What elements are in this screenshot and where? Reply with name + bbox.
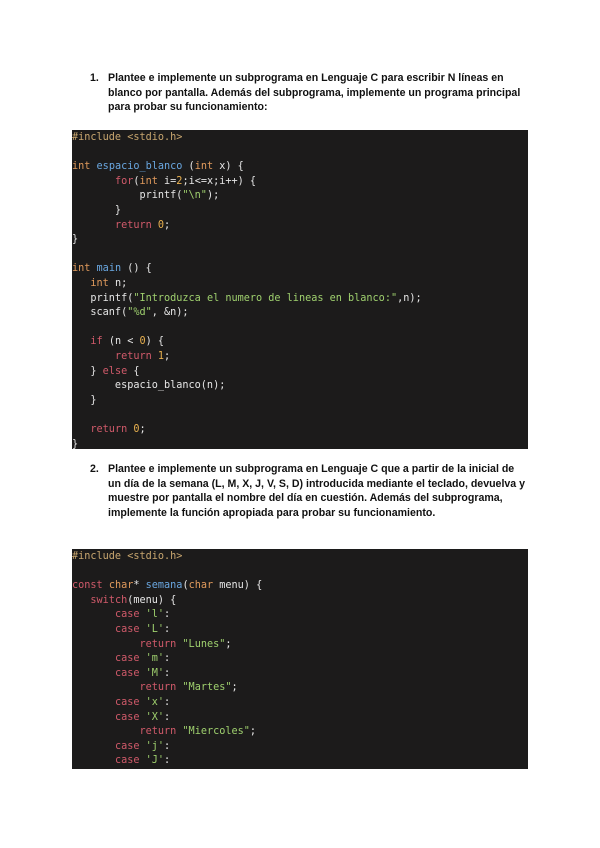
code-token: switch — [90, 594, 128, 606]
code-line — [72, 204, 121, 219]
code-token: : — [164, 653, 171, 665]
question-2-text: Plantee e implemente un subprograma en Lenguaje C que a partir de la inicial de un día de la semana (L, M, X, J, V, S, D) introducida mediante el teclado, devuelva y muestre por pantalla el nombre del día en cuestión. Además del subprograma, implemente la función apropiada para probar su funcionamiento. — [108, 463, 526, 519]
code-token: : — [164, 755, 171, 767]
code-token: case — [114, 609, 140, 621]
code-token: if — [90, 336, 103, 348]
code-token: case — [114, 624, 140, 635]
code-token: * — [133, 580, 146, 592]
code-token — [72, 609, 115, 620]
code-token — [72, 624, 115, 635]
code-token: } — [72, 438, 79, 450]
code-token: int — [194, 161, 214, 173]
code-token — [72, 755, 115, 766]
code-token: 0 — [157, 219, 165, 231]
code-line — [72, 638, 232, 653]
code-line — [72, 189, 219, 204]
code-token: char — [188, 580, 214, 592]
code-token: return — [90, 424, 128, 435]
code-token: : — [164, 711, 171, 723]
code-token: char — [108, 580, 134, 592]
code-line — [72, 394, 97, 409]
code-token — [72, 424, 90, 435]
code-token: case — [114, 653, 140, 665]
code-token: "Lunes" — [182, 638, 226, 650]
code-token: espacio_blanco — [96, 161, 183, 173]
code-token: main — [96, 263, 122, 275]
code-token — [72, 220, 115, 231]
code-token: else — [102, 365, 128, 377]
code-token: 'm' — [145, 653, 165, 665]
code-token: "Introduzca el numero de lineas en blanco:" — [133, 292, 398, 304]
code-token: ; — [164, 219, 171, 231]
question-2-number: 2. — [90, 463, 99, 475]
code-token: ; — [164, 351, 171, 362]
code-token: case — [114, 755, 140, 767]
code-token: espacio_blanco(n); — [72, 380, 226, 392]
code-token: return — [114, 351, 152, 362]
code-token: return — [139, 682, 177, 694]
code-token: } — [72, 394, 97, 406]
code-token: ); — [206, 190, 220, 202]
code-token: "Miercoles" — [182, 726, 250, 738]
code-token: : — [164, 624, 171, 635]
code-line — [72, 652, 170, 667]
code-token: , &n); — [151, 307, 189, 319]
code-line — [72, 423, 146, 438]
question-1-number: 1. — [90, 72, 99, 84]
code-line — [72, 623, 170, 638]
code-token: ; — [225, 638, 232, 650]
code-line — [72, 681, 238, 696]
code-line — [72, 262, 152, 277]
code-token: #include <stdio.h> — [72, 132, 183, 143]
code-token: "\n" — [182, 190, 207, 202]
code-token: 'J' — [145, 755, 165, 767]
code-token — [72, 336, 90, 347]
code-token: case — [114, 667, 140, 679]
code-token: : — [164, 697, 171, 708]
code-token: ; — [139, 424, 146, 435]
code-token: ) { — [145, 336, 165, 348]
code-line — [72, 277, 127, 292]
code-token: case — [114, 711, 140, 723]
code-token: case — [114, 740, 140, 752]
question-1-text: Plantee e implemente un subprograma en Lenguaje C para escribir N líneas en blanco por pantalla. Además del subprograma, implemente un programa principal para probar su funcionamiento: — [108, 72, 521, 113]
code-token: ( — [182, 161, 195, 173]
code-block-1 — [72, 130, 528, 449]
code-token: 2 — [176, 175, 183, 187]
code-token: } — [72, 365, 103, 377]
code-line — [72, 725, 256, 740]
code-line — [72, 696, 170, 711]
code-token: 'M' — [145, 667, 165, 679]
code-token: 'L' — [145, 624, 165, 635]
code-token: ; — [231, 682, 238, 694]
code-token: menu) { — [213, 580, 263, 592]
code-token: 0 — [139, 336, 146, 348]
code-line — [72, 365, 140, 380]
code-line — [72, 594, 176, 609]
code-token: case — [114, 697, 140, 708]
code-token: const — [72, 580, 103, 592]
code-line — [72, 667, 170, 682]
code-line — [72, 550, 182, 565]
code-token: semana — [145, 580, 183, 592]
code-line — [72, 711, 170, 726]
code-token — [72, 278, 90, 289]
code-line — [72, 350, 170, 365]
code-token: int — [72, 161, 91, 173]
code-line — [72, 754, 170, 769]
code-token: ;i<=x;i++) { — [182, 175, 257, 187]
code-token: } — [72, 205, 122, 216]
code-token: x) { — [213, 161, 244, 173]
code-line — [72, 438, 78, 453]
code-token: n; — [108, 278, 128, 289]
code-token: ( — [133, 175, 140, 187]
code-token: 'l' — [145, 609, 165, 621]
code-token: (n < — [102, 336, 140, 348]
code-token: 0 — [133, 424, 140, 435]
code-token: 'x' — [145, 697, 165, 708]
code-token: ; — [249, 726, 257, 738]
code-token: return — [139, 638, 177, 650]
code-line — [72, 579, 262, 594]
code-token — [72, 682, 139, 693]
code-token — [72, 351, 115, 362]
code-line — [72, 131, 182, 146]
code-token: i= — [157, 175, 177, 187]
code-line — [72, 335, 164, 350]
code-token — [72, 741, 115, 752]
code-token: 1 — [157, 351, 165, 362]
code-token: int — [72, 263, 91, 275]
code-token: return — [114, 219, 152, 231]
code-token — [72, 595, 90, 606]
code-token — [72, 176, 115, 187]
code-line — [72, 160, 244, 175]
code-line — [72, 292, 422, 307]
code-token: int — [90, 278, 109, 289]
code-token — [72, 697, 115, 708]
code-line — [72, 219, 170, 234]
code-token: : — [164, 740, 171, 752]
code-token — [72, 726, 139, 737]
code-line — [72, 379, 225, 394]
code-token: int — [139, 175, 158, 187]
code-token: "Martes" — [182, 682, 232, 694]
code-line — [72, 608, 170, 623]
code-token — [72, 712, 115, 723]
code-token: printf( — [72, 292, 134, 304]
code-line — [72, 233, 78, 248]
code-token: () { — [121, 263, 152, 275]
code-token: 'X' — [145, 711, 165, 723]
code-token: scanf( — [72, 307, 128, 319]
code-token: (menu) { — [127, 594, 177, 606]
code-token: return — [139, 726, 177, 738]
code-token: ,n); — [397, 292, 422, 304]
code-token: } — [72, 234, 79, 246]
code-token: { — [127, 365, 140, 377]
code-token: ( — [182, 580, 189, 592]
code-token: 'j' — [145, 740, 165, 752]
code-token: : — [164, 609, 171, 621]
code-token — [72, 639, 139, 650]
code-line — [72, 175, 256, 190]
code-token: #include <stdio.h> — [72, 551, 183, 562]
code-block-2 — [72, 549, 528, 769]
code-token: "%d" — [127, 307, 152, 319]
code-token — [72, 668, 115, 679]
code-line — [72, 740, 170, 755]
code-token: printf( — [72, 190, 183, 202]
code-line — [72, 306, 189, 321]
code-token — [72, 653, 115, 664]
code-token: for — [114, 175, 134, 187]
code-token: : — [164, 667, 171, 679]
